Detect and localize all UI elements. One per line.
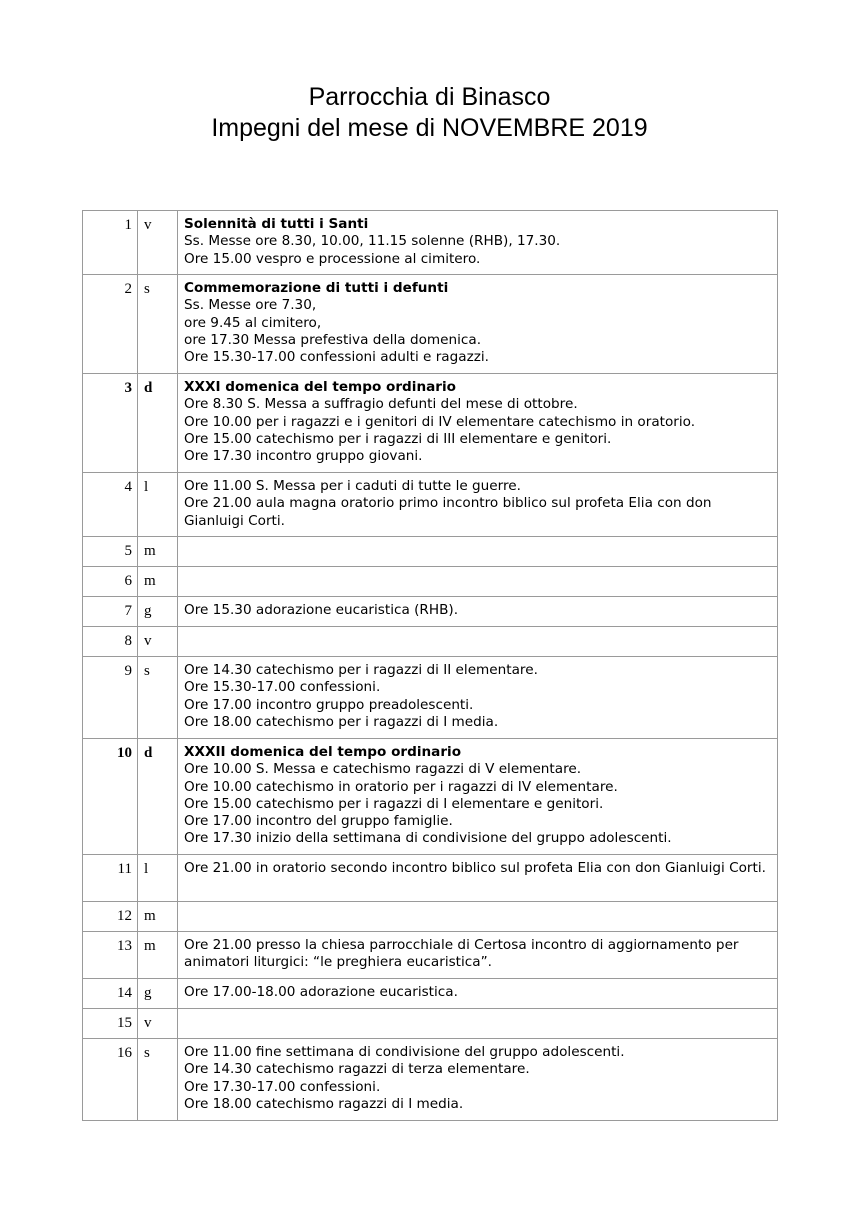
weekday-letter: l — [138, 473, 178, 537]
event-line: Ore 15.00 catechismo per i ragazzi di III elementare e genitori. — [184, 430, 612, 447]
month-heading: Impegni del mese di NOVEMBRE 2019 — [211, 114, 648, 142]
event-line: Ore 17.00 incontro del gruppo famiglie. — [184, 813, 453, 830]
calendar-row — [83, 739, 778, 855]
event-line: Ss. Messe ore 7.30, — [184, 297, 317, 314]
weekday-letter: l — [138, 855, 178, 902]
calendar-row — [83, 855, 778, 902]
events-cell — [178, 855, 778, 902]
event-line: Ore 8.30 S. Messa a suffragio defunti del mese di ottobre. — [184, 396, 578, 413]
events-cell — [178, 597, 778, 627]
calendar-table — [82, 210, 778, 1121]
events-cell — [178, 567, 778, 597]
day-number: 14 — [83, 979, 138, 1009]
event-line: Ore 15.30 adorazione eucaristica (RHB). — [184, 602, 459, 618]
event-line: Ore 15.00 vespro e processione al cimitero. — [184, 250, 481, 267]
day-number: 5 — [83, 537, 138, 567]
event-line: Ore 10.00 S. Messa e catechismo ragazzi di V elementare. — [184, 761, 582, 778]
event-line: ore 17.30 Messa prefestiva della domenica. — [184, 331, 482, 348]
day-number: 16 — [83, 1039, 138, 1121]
calendar-row — [83, 537, 778, 567]
day-number: 9 — [83, 657, 138, 739]
event-line: Ore 15.30-17.00 confessioni. — [184, 679, 381, 696]
event-title: XXXI domenica del tempo ordinario — [184, 379, 457, 395]
event-line: Ore 21.00 in oratorio secondo incontro biblico sul profeta Elia con don Gianluigi Corti. — [184, 860, 766, 876]
events-cell — [178, 979, 778, 1009]
events-cell — [178, 473, 778, 537]
day-number: 13 — [83, 932, 138, 979]
calendar-row — [83, 473, 778, 537]
weekday-letter: v — [138, 211, 178, 275]
weekday-letter: s — [138, 657, 178, 739]
event-line: Ore 11.00 S. Messa per i caduti di tutte le guerre. — [184, 478, 521, 494]
events-cell — [178, 211, 778, 275]
day-number: 3 — [83, 374, 138, 473]
day-number: 10 — [83, 739, 138, 855]
event-line: Ss. Messe ore 8.30, 10.00, 11.15 solenne (RHB), 17.30. — [184, 233, 561, 250]
weekday-letter: g — [138, 597, 178, 627]
event-line: Ore 14.30 catechismo per i ragazzi di II elementare. — [184, 662, 538, 678]
weekday-letter: d — [138, 374, 178, 473]
weekday-letter: d — [138, 739, 178, 855]
events-cell — [178, 657, 778, 739]
event-line: Ore 21.00 aula magna oratorio primo incontro biblico sul profeta Elia con don Gianluigi Corti. — [184, 495, 712, 529]
day-number: 15 — [83, 1009, 138, 1039]
weekday-letter: g — [138, 979, 178, 1009]
event-line: Ore 10.00 catechismo in oratorio per i ragazzi di IV elementare. — [184, 778, 618, 795]
calendar-row — [83, 597, 778, 627]
events-cell — [178, 627, 778, 657]
event-line: Ore 15.00 catechismo per i ragazzi di I elementare e genitori. — [184, 795, 604, 812]
day-number: 4 — [83, 473, 138, 537]
events-cell — [178, 932, 778, 979]
parish-name: Parrocchia di Binasco — [308, 83, 551, 111]
events-cell — [178, 275, 778, 374]
event-line: Ore 15.30-17.00 confessioni adulti e ragazzi. — [184, 349, 489, 366]
weekday-letter: m — [138, 902, 178, 932]
weekday-letter: s — [138, 275, 178, 374]
weekday-letter: v — [138, 627, 178, 657]
events-cell — [178, 374, 778, 473]
weekday-letter: s — [138, 1039, 178, 1121]
event-line: Ore 18.00 catechismo ragazzi di I media. — [184, 1095, 464, 1112]
weekday-letter: m — [138, 537, 178, 567]
day-number: 11 — [83, 855, 138, 902]
events-cell — [178, 739, 778, 855]
event-line: Ore 17.00-18.00 adorazione eucaristica. — [184, 984, 458, 1000]
day-number: 7 — [83, 597, 138, 627]
page-title — [0, 82, 859, 144]
calendar-row — [83, 374, 778, 473]
event-line: Ore 11.00 fine settimana di condivisione del gruppo adolescenti. — [184, 1044, 625, 1060]
day-number: 6 — [83, 567, 138, 597]
calendar-row — [83, 979, 778, 1009]
calendar-row — [83, 657, 778, 739]
day-number: 2 — [83, 275, 138, 374]
events-cell — [178, 537, 778, 567]
event-line: Ore 17.30 inizio della settimana di condivisione del gruppo adolescenti. — [184, 830, 672, 847]
event-line: Ore 18.00 catechismo per i ragazzi di I media. — [184, 713, 499, 730]
calendar-row — [83, 1039, 778, 1121]
event-title: Solennità di tutti i Santi — [184, 216, 369, 232]
event-line: Ore 17.30 incontro gruppo giovani. — [184, 448, 423, 465]
events-cell — [178, 1039, 778, 1121]
calendar-row — [83, 932, 778, 979]
event-line: Ore 21.00 presso la chiesa parrocchiale di Certosa incontro di aggiornamento per animatori liturgici: “le preghiera eucaristica”. — [184, 937, 739, 971]
day-number: 1 — [83, 211, 138, 275]
event-line: Ore 10.00 per i ragazzi e i genitori di IV elementare catechismo in oratorio. — [184, 413, 696, 430]
calendar-row — [83, 567, 778, 597]
calendar-row — [83, 627, 778, 657]
events-cell — [178, 1009, 778, 1039]
weekday-letter: m — [138, 932, 178, 979]
calendar-row — [83, 902, 778, 932]
weekday-letter: v — [138, 1009, 178, 1039]
weekday-letter: m — [138, 567, 178, 597]
event-title: Commemorazione di tutti i defunti — [184, 280, 449, 296]
calendar-body — [83, 211, 778, 1121]
events-cell — [178, 902, 778, 932]
event-line: ore 9.45 al cimitero, — [184, 314, 322, 331]
event-line: Ore 17.00 incontro gruppo preadolescenti. — [184, 696, 474, 713]
day-number: 8 — [83, 627, 138, 657]
event-title: XXXII domenica del tempo ordinario — [184, 744, 462, 760]
event-line: Ore 17.30-17.00 confessioni. — [184, 1078, 381, 1095]
calendar-row — [83, 1009, 778, 1039]
event-line: Ore 14.30 catechismo ragazzi di terza elementare. — [184, 1061, 530, 1078]
calendar-row — [83, 275, 778, 374]
day-number: 12 — [83, 902, 138, 932]
calendar-row — [83, 211, 778, 275]
